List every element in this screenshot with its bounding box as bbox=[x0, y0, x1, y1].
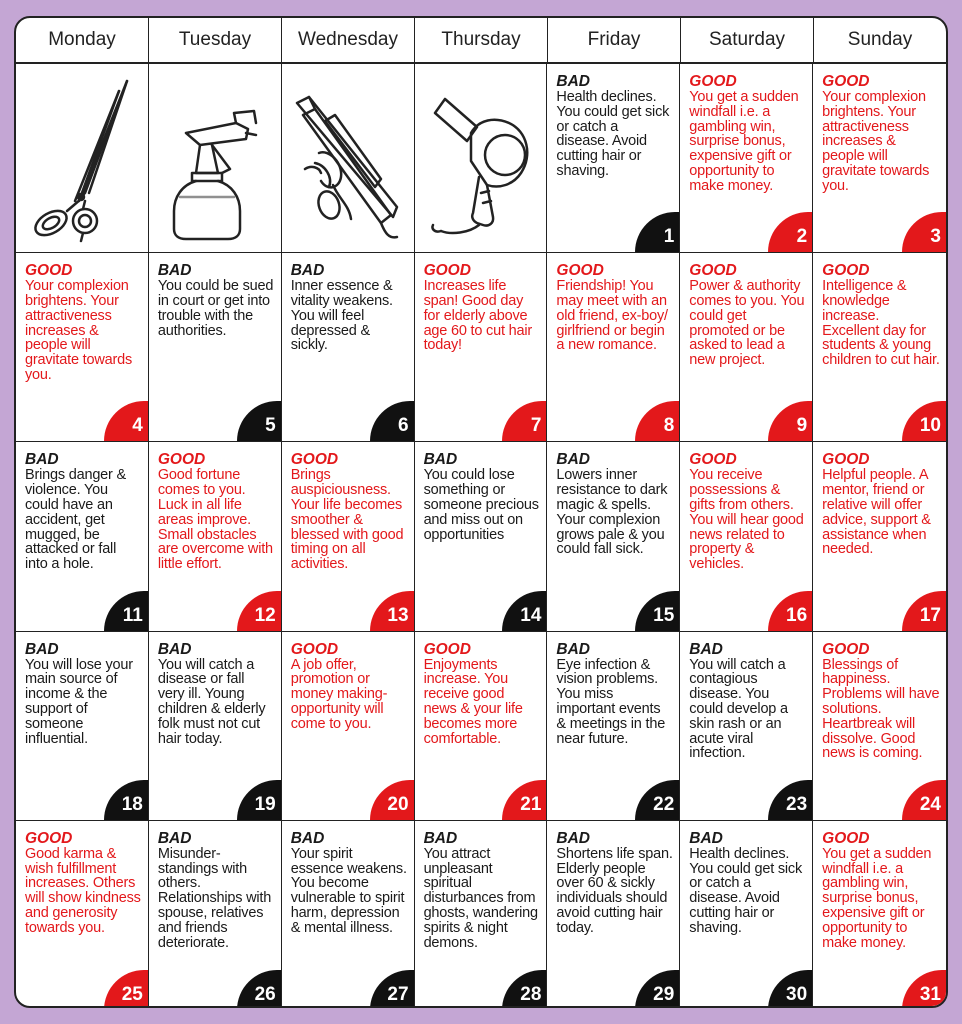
day-description: You get a sudden windfall i.e. a gambling win, surprise bonus, expensive gift or opportunity to make money. bbox=[689, 89, 799, 194]
day-cell-10 bbox=[813, 253, 946, 442]
verdict-label: BAD bbox=[25, 640, 59, 658]
day-number-badge: 28 bbox=[502, 970, 546, 1008]
day-description: Brings danger & violence. You could have an accident, get mugged, be attacked or fall into a hole. bbox=[25, 467, 126, 573]
day-number-badge: 3 bbox=[902, 212, 946, 252]
day-cell-14 bbox=[415, 442, 548, 631]
day-cell-20 bbox=[282, 632, 415, 821]
verdict-label: BAD bbox=[689, 829, 723, 847]
day-number-badge: 21 bbox=[502, 780, 546, 820]
verdict-label: GOOD bbox=[822, 451, 870, 469]
verdict-label: GOOD bbox=[423, 640, 471, 658]
verdict-label: BAD bbox=[157, 640, 192, 658]
day-number-badge: 16 bbox=[768, 591, 812, 631]
verdict-label: GOOD bbox=[822, 640, 870, 658]
day-description: Health declines. You could get sick or catch a disease. Avoid cutting hair or shaving. bbox=[556, 89, 670, 179]
verdict-label: BAD bbox=[689, 640, 723, 658]
day-description: You will catch a contagious disease. You could develop a skin rash or an acute viral infection. bbox=[689, 656, 788, 762]
day-number-badge: 17 bbox=[902, 591, 946, 631]
day-number-badge: 2 bbox=[768, 212, 812, 252]
day-description: Inner essence & vitality weakens. You will feel depressed & sickly. bbox=[290, 278, 393, 354]
day-description: Your spirit essence weakens. You become vulnerable to spirit harm, depression & mental illness. bbox=[290, 845, 407, 936]
day-cell-28 bbox=[415, 821, 548, 1008]
day-cell-5 bbox=[149, 253, 282, 442]
day-description: You could be sued in court or get into trouble with the authorities. bbox=[157, 278, 274, 339]
verdict-label: GOOD bbox=[689, 73, 737, 90]
weekday-tuesday: Tuesday bbox=[149, 18, 282, 62]
verdict-label: BAD bbox=[157, 262, 192, 280]
day-number-badge: 20 bbox=[370, 780, 414, 820]
day-cell-18 bbox=[16, 632, 149, 821]
day-description: Health declines. You could get sick or catch a disease. Avoid cutting hair or shaving. bbox=[689, 845, 803, 936]
hair-straightener-icon bbox=[289, 73, 407, 243]
day-cell-6 bbox=[282, 253, 415, 442]
day-description: Misunder- standings with others. Relationships with spouse, relatives and friends deteriorate. bbox=[157, 845, 272, 951]
verdict-label: GOOD bbox=[822, 829, 870, 847]
day-description: Helpful people. A mentor, friend or relative will offer advice, support & assistance when needed. bbox=[822, 467, 931, 558]
day-cell-27 bbox=[282, 821, 415, 1008]
day-number-badge: 29 bbox=[635, 970, 679, 1008]
day-number-badge: 10 bbox=[902, 401, 946, 441]
day-description: You get a sudden windfall i.e. a gambling win, surprise bonus, expensive gift or opportunity to make money. bbox=[822, 845, 932, 951]
verdict-label: BAD bbox=[290, 262, 325, 280]
verdict-label: BAD bbox=[556, 640, 591, 658]
day-number-badge: 23 bbox=[768, 780, 812, 820]
day-cell-25 bbox=[16, 821, 149, 1008]
day-description: Good fortune comes to you. Luck in all life areas improve. Small obstacles are overcome with little effort. bbox=[157, 467, 273, 573]
day-cell-30 bbox=[680, 821, 813, 1008]
weekday-friday: Friday bbox=[548, 18, 681, 62]
day-cell-8 bbox=[547, 253, 680, 442]
day-number-badge: 4 bbox=[104, 401, 148, 441]
verdict-label: GOOD bbox=[157, 451, 206, 469]
verdict-label: BAD bbox=[556, 451, 591, 469]
weekday-monday: Monday bbox=[16, 18, 149, 62]
verdict-label: GOOD bbox=[822, 73, 870, 90]
illustration-cell bbox=[282, 64, 415, 253]
day-number-badge: 14 bbox=[502, 591, 546, 631]
weekday-wednesday: Wednesday bbox=[282, 18, 415, 62]
day-cell-24 bbox=[813, 632, 946, 821]
day-cell-4 bbox=[16, 253, 149, 442]
day-cell-7 bbox=[415, 253, 548, 442]
day-description: Friendship! You may meet with an old friend, ex-boy/ girlfriend or begin a new romance. bbox=[556, 278, 668, 354]
verdict-label: GOOD bbox=[556, 262, 604, 280]
hair-dryer-icon bbox=[421, 73, 539, 243]
day-cell-16 bbox=[680, 442, 813, 631]
day-description: Your complexion brightens. Your attractiveness increases & people will gravitate towards you. bbox=[822, 89, 930, 194]
day-description: Lowers inner resistance to dark magic & spells. Your complexion grows pale & you could fall sick. bbox=[556, 467, 668, 558]
day-number-badge: 30 bbox=[768, 970, 812, 1008]
day-number-badge: 15 bbox=[635, 591, 679, 631]
illustration-cell bbox=[149, 64, 282, 253]
day-number-badge: 22 bbox=[635, 780, 679, 820]
day-description: Shortens life span. Elderly people over 60 & sickly individuals should avoid cutting hair today. bbox=[556, 845, 673, 936]
verdict-label: GOOD bbox=[689, 451, 737, 469]
day-description: Increases life span! Good day for elderly above age 60 to cut hair today! bbox=[423, 278, 533, 354]
day-number-badge: 1 bbox=[635, 212, 679, 252]
verdict-label: GOOD bbox=[290, 451, 339, 469]
day-description: A job offer, promotion or money making- opportunity will come to you. bbox=[290, 656, 388, 732]
day-description: Power & authority comes to you. You could get promoted or be asked to lead a new project. bbox=[689, 278, 805, 369]
day-description: Your complexion brightens. Your attractiveness increases & people will gravitate towards you. bbox=[25, 278, 133, 383]
day-cell-23 bbox=[680, 632, 813, 821]
day-cell-2 bbox=[680, 64, 813, 253]
day-number-badge: 5 bbox=[237, 401, 281, 441]
verdict-label: GOOD bbox=[822, 262, 870, 280]
verdict-label: GOOD bbox=[423, 262, 471, 280]
day-cell-19 bbox=[149, 632, 282, 821]
day-number-badge: 26 bbox=[237, 970, 281, 1008]
illustration-cell bbox=[16, 64, 149, 253]
verdict-label: BAD bbox=[423, 451, 458, 469]
day-cell-3 bbox=[813, 64, 946, 253]
day-cell-22 bbox=[547, 632, 680, 821]
day-number-badge: 12 bbox=[237, 591, 281, 631]
day-cell-26 bbox=[149, 821, 282, 1008]
day-description: Intelligence & knowledge increase. Excellent day for students & young children to cut hair. bbox=[822, 278, 940, 369]
day-cell-13 bbox=[282, 442, 415, 631]
day-number-badge: 8 bbox=[635, 401, 679, 441]
day-number-badge: 9 bbox=[768, 401, 812, 441]
day-cell-31 bbox=[813, 821, 946, 1008]
weekday-saturday: Saturday bbox=[681, 18, 814, 62]
calendar-grid bbox=[16, 64, 946, 1008]
hair-cutting-calendar bbox=[14, 16, 948, 1008]
verdict-label: BAD bbox=[423, 829, 458, 847]
verdict-label: BAD bbox=[556, 73, 591, 90]
verdict-label: BAD bbox=[556, 829, 591, 847]
weekday-thursday: Thursday bbox=[415, 18, 548, 62]
day-cell-29 bbox=[547, 821, 680, 1008]
weekday-header bbox=[16, 18, 946, 64]
day-number-badge: 13 bbox=[370, 591, 414, 631]
day-description: You will catch a disease or fall very ill. Young children & elderly folk must not cut hair today. bbox=[157, 656, 266, 747]
day-number-badge: 19 bbox=[237, 780, 281, 820]
verdict-label: BAD bbox=[157, 829, 192, 847]
day-description: You receive possessions & gifts from others. You will hear good news related to property & vehicles. bbox=[689, 467, 804, 573]
day-description: Enjoyments increase. You receive good news & your life becomes more comfortable. bbox=[423, 656, 523, 747]
weekday-sunday: Sunday bbox=[847, 29, 913, 50]
day-cell-17 bbox=[813, 442, 946, 631]
day-number-badge: 6 bbox=[370, 401, 414, 441]
verdict-label: GOOD bbox=[689, 262, 737, 280]
day-number-badge: 7 bbox=[502, 401, 546, 441]
day-number-badge: 27 bbox=[370, 970, 414, 1008]
day-cell-11 bbox=[16, 442, 149, 631]
day-description: Blessings of happiness. Problems will have solutions. Heartbreak will dissolve. Good news is coming. bbox=[822, 656, 940, 762]
verdict-label: GOOD bbox=[25, 262, 73, 280]
day-number-badge: 18 bbox=[104, 780, 148, 820]
verdict-label: GOOD bbox=[290, 640, 339, 658]
day-description: Good karma & wish fulfillment increases. Others will show kindness and generosity towards you. bbox=[25, 845, 141, 936]
illustration-cell bbox=[415, 64, 548, 253]
day-cell-9 bbox=[680, 253, 813, 442]
day-number-badge: 24 bbox=[902, 780, 946, 820]
day-description: Eye infection & vision problems. You miss important events & meetings in the near future. bbox=[556, 656, 666, 747]
day-description: Brings auspiciousness. Your life becomes smoother & blessed with good timing on all activities. bbox=[290, 467, 404, 573]
day-number-badge: 11 bbox=[104, 591, 148, 631]
day-cell-1 bbox=[547, 64, 680, 253]
verdict-label: BAD bbox=[290, 829, 325, 847]
day-cell-15 bbox=[547, 442, 680, 631]
day-cell-12 bbox=[149, 442, 282, 631]
scissors-icon bbox=[23, 73, 141, 243]
day-description: You could lose something or someone precious and miss out on opportunities bbox=[423, 467, 539, 543]
day-number-badge: 25 bbox=[104, 970, 148, 1008]
day-cell-21 bbox=[415, 632, 548, 821]
verdict-label: GOOD bbox=[25, 829, 73, 847]
day-description: You attract unpleasant spiritual disturbances from ghosts, wandering spirits & night demons. bbox=[423, 845, 538, 951]
spray-bottle-icon bbox=[156, 73, 274, 243]
verdict-label: BAD bbox=[25, 451, 59, 469]
day-number-badge: 31 bbox=[902, 970, 946, 1008]
day-description: You will lose your main source of income & the support of someone influential. bbox=[25, 656, 133, 747]
